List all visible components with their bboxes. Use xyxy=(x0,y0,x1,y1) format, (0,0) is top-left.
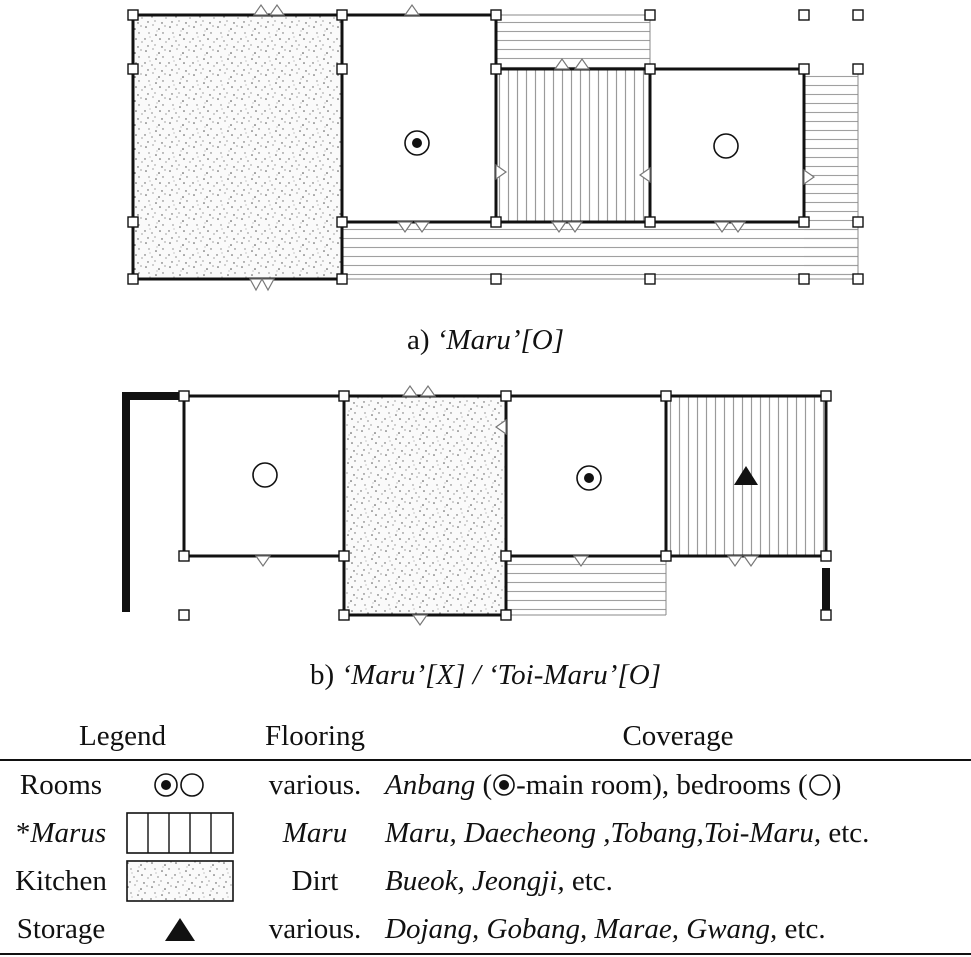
legend-row-marus xyxy=(0,809,971,857)
legend-name-kitchen: Kitchen xyxy=(15,864,107,897)
header-legend: Legend xyxy=(79,719,166,752)
legend-row-rooms xyxy=(0,760,971,809)
legend-name-marus: *Marus xyxy=(15,816,107,849)
coverage-kitchen: Bueok, Jeongji, etc. xyxy=(385,864,613,897)
bedroom-icon xyxy=(714,134,738,158)
floor-plan-b xyxy=(0,380,971,630)
legend-name-storage: Storage xyxy=(16,912,106,945)
storage-triangle-icon xyxy=(165,918,195,941)
rooms-symbol xyxy=(122,771,237,799)
bedroom-icon xyxy=(808,773,832,797)
marus-symbol xyxy=(122,812,237,854)
toi-maru-top xyxy=(496,15,650,69)
caption-a: a) ‘Maru’[O] xyxy=(406,324,565,356)
flooring-rooms: various. xyxy=(268,768,362,801)
legend-header-row xyxy=(0,713,971,760)
main-room-icon xyxy=(155,774,177,796)
bedroom-icon xyxy=(181,774,203,796)
kitchen-area xyxy=(344,396,506,615)
main-room-icon xyxy=(405,131,429,155)
main-room-icon xyxy=(492,773,516,797)
header-flooring: Flooring xyxy=(265,719,365,752)
flooring-storage: various. xyxy=(268,912,362,945)
coverage-rooms: Anbang ( -main room), bedrooms ( ) xyxy=(385,768,842,801)
kitchen-area xyxy=(133,15,342,279)
legend-row-kitchen xyxy=(0,857,971,905)
legend-table xyxy=(0,713,971,955)
floor-plan-a xyxy=(0,0,971,300)
main-room-icon xyxy=(577,466,601,490)
header-coverage: Coverage xyxy=(622,719,734,752)
toi-maru-bottom xyxy=(506,556,666,615)
maru-area xyxy=(496,69,650,222)
coverage-storage: Dojang, Gobang, Marae, Gwang, etc. xyxy=(385,912,826,945)
toi-maru-bottom xyxy=(342,222,858,279)
legend-name-rooms: Rooms xyxy=(19,768,103,801)
storage-symbol xyxy=(122,915,237,943)
flooring-kitchen: Dirt xyxy=(291,864,339,897)
caption-b: b) ‘Maru’[X] / ‘Toi-Maru’[O] xyxy=(310,659,661,691)
legend-row-storage xyxy=(0,905,971,954)
flooring-marus: Maru xyxy=(282,816,348,849)
kitchen-symbol xyxy=(122,860,237,902)
coverage-marus: Maru, Daecheong ,Tobang,Toi-Maru, etc. xyxy=(385,816,870,849)
bedroom-icon xyxy=(253,463,277,487)
